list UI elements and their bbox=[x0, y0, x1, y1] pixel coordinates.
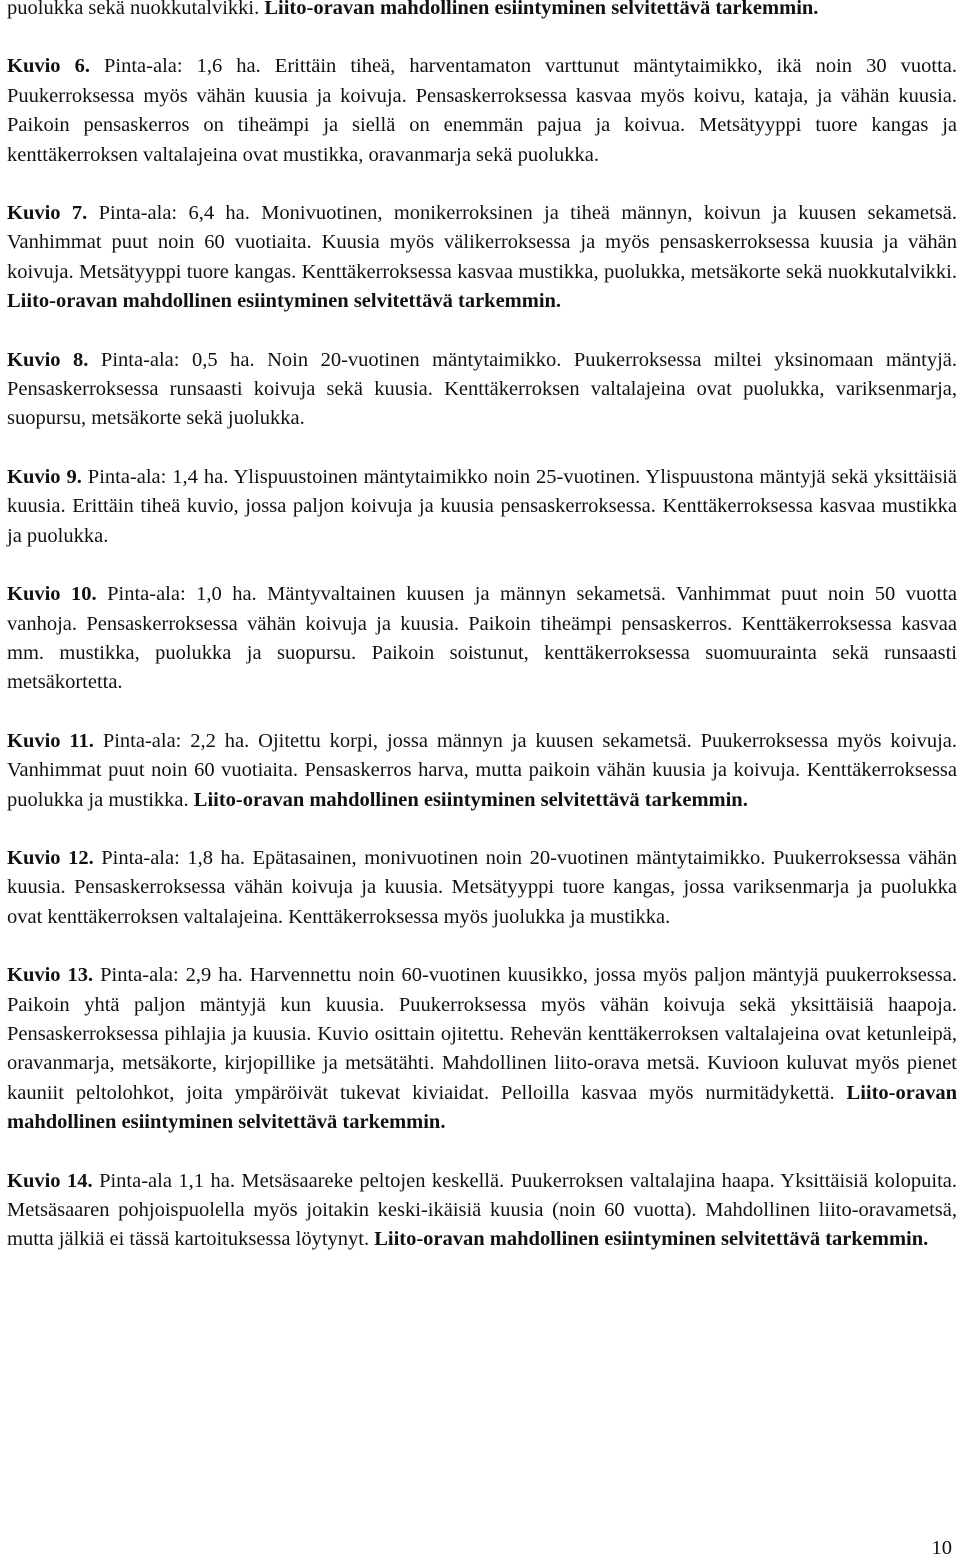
kuvio-bold-note: Liito-oravan mahdollinen esiintyminen selvitettävä tarkemmin. bbox=[7, 1081, 957, 1134]
paragraph-gap bbox=[7, 932, 957, 961]
kuvio-text: Pinta-ala: 2,9 ha. Harvennettu noin 60-vuotinen kuusikko, jossa myös paljon mäntyjä puukerroksessa. Paikoin yhtä paljon mäntyjä kun kuusia. Puukerroksessa myös vähän koivuja sekä yksittäisiä haapoja. Pensaskerroksessa pihlajia ja kuusia. Kuvio osittain ojitettu. Rehevän kenttäkerroksen valtalajeina ovat ketunleipä, oravanmarja, metsäkorte, kirjopillike ja metsätähti. Mahdollinen liito-orava metsä. Kuvioon kuluvat myös pienet kauniit peltolohkot, joita ympäröivät tukevat kiviaidat. Pelloilla kasvaa myös nurmitädykettä. bbox=[7, 964, 957, 1104]
paragraph-gap bbox=[7, 698, 957, 727]
kuvio-paragraph-7 bbox=[7, 199, 957, 317]
kuvio-text: Pinta-ala: 1,8 ha. Epätasainen, monivuotinen noin 20-vuotinen mäntytaimikko. Puukerroksessa vähän kuusia. Pensaskerroksessa vähän koivuja ja kuusia. Metsätyyppi tuore kangas, jossa variksenmarja ja puolukka ovat kenttäkerroksen valtalajeina. Kenttäkerroksessa myös juolukka ja mustikka. bbox=[7, 846, 957, 928]
kuvio-paragraph-14 bbox=[7, 1167, 957, 1255]
paragraph-gap bbox=[7, 23, 957, 52]
kuvio-bold-note: Liito-oravan mahdollinen esiintyminen selvitettävä tarkemmin. bbox=[193, 788, 748, 811]
kuvio-bold-note: Liito-oravan mahdollinen esiintyminen selvitettävä tarkemmin. bbox=[7, 290, 562, 313]
kuvio-label: Kuvio 14. bbox=[7, 1169, 93, 1192]
paragraph-gap bbox=[7, 551, 957, 580]
kuvio-text: Pinta-ala 1,1 ha. Metsäsaareke peltojen keskellä. Puukerroksen valtalajina haapa. Yksittäisiä kolopuita. Metsäsaaren pohjoispuolella myös joitakin keski-ikäisiä kuusia (noin 60 vuotta). Mahdollinen liito-oravametsä, mutta jälkiä ei tässä kartoituksessa löytynyt. bbox=[7, 1169, 957, 1251]
kuvio-paragraph-9 bbox=[7, 463, 957, 551]
kuvio-text: Pinta-ala: 2,2 ha. Ojitettu korpi, jossa männyn ja kuusen sekametsä. Puukerroksessa myös koivuja. Vanhimmat puut noin 60 vuotiaita. Pensaskerros harva, mutta paikoin vähän kuusia ja koivuja. Kenttäkerroksessa puolukka ja mustikka. bbox=[7, 729, 957, 811]
kuvio-paragraph-10 bbox=[7, 580, 957, 698]
kuvio-paragraph-11 bbox=[7, 727, 957, 815]
kuvio-text: Pinta-ala: 6,4 ha. Monivuotinen, monikerroksinen ja tiheä männyn, koivun ja kuusen sekametsä. Vanhimmat puut noin 60 vuotiaita. Kuusia myös välikerroksessa ja myös pensaskerroksessa kuusia ja vähän koivuja. Metsätyyppi tuore kangas. Kenttäkerroksessa kasvaa mustikka, puolukka, metsäkorte sekä nuokkutalvikki. bbox=[7, 202, 957, 283]
paragraph-gap bbox=[7, 1138, 957, 1167]
kuvio-label: Kuvio 6. bbox=[7, 55, 90, 78]
kuvio-label: Kuvio 7. bbox=[7, 202, 88, 225]
intro-text: puolukka sekä nuokkutalvikki. bbox=[7, 0, 265, 19]
paragraph-gap bbox=[7, 170, 957, 199]
intro-paragraph bbox=[7, 0, 957, 23]
kuvio-text: Pinta-ala: 1,0 ha. Mäntyvaltainen kuusen ja männyn sekametsä. Vanhimmat puut noin 50 vuotta vanhoja. Pensaskerroksessa vähän koivuja ja kuusia. Paikoin tiheämpi pensaskerros. Kenttäkerroksessa kasvaa mm. mustikka, puolukka ja suopursu. Paikoin soistunut, kenttäkerroksessa suomuurainta sekä runsaasti metsäkortetta. bbox=[7, 583, 957, 694]
kuvio-label: Kuvio 10. bbox=[7, 583, 97, 606]
intro-bold-note: Liito-oravan mahdollinen esiintyminen selvitettävä tarkemmin. bbox=[264, 0, 819, 19]
kuvio-label: Kuvio 13. bbox=[7, 964, 94, 987]
kuvio-paragraph-12 bbox=[7, 844, 957, 932]
kuvio-paragraph-6 bbox=[7, 52, 957, 170]
kuvio-label: Kuvio 12. bbox=[7, 846, 94, 869]
kuvio-text: Pinta-ala: 0,5 ha. Noin 20-vuotinen mäntytaimikko. Puukerroksessa miltei yksinomaan mäntyjä. Pensaskerroksessa runsaasti koivuja sekä kuusia. Kenttäkerroksen valtalajeina ovat puolukka, variksenmarja, suopursu, metsäkorte sekä juolukka. bbox=[7, 348, 957, 430]
kuvio-label: Kuvio 9. bbox=[7, 465, 82, 488]
kuvio-paragraph-13 bbox=[7, 961, 957, 1137]
kuvio-bold-note: Liito-oravan mahdollinen esiintyminen selvitettävä tarkemmin. bbox=[374, 1228, 929, 1251]
document-page bbox=[7, 0, 957, 1255]
page-number: 10 bbox=[931, 1537, 952, 1559]
paragraph-gap bbox=[7, 434, 957, 463]
kuvio-paragraph-8 bbox=[7, 346, 957, 434]
paragraph-gap bbox=[7, 317, 957, 346]
kuvio-text: Pinta-ala: 1,4 ha. Ylispuustoinen mäntytaimikko noin 25-vuotinen. Ylispuustona mäntyjä sekä yksittäisiä kuusia. Erittäin tiheä kuvio, jossa paljon koivuja ja kuusia pensaskerroksessa. Kenttäkerroksessa kasvaa mustikka ja puolukka. bbox=[7, 465, 957, 547]
paragraph-gap bbox=[7, 815, 957, 844]
kuvio-text: Pinta-ala: 1,6 ha. Erittäin tiheä, harventamaton varttunut mäntytaimikko, ikä noin 30 vuotta. Puukerroksessa myös vähän kuusia ja koivuja. Pensaskerroksessa kasvaa myös koivu, kataja, ja vähän kuusia. Paikoin pensaskerros on tiheämpi ja siellä on enemmän pajua ja koivua. Metsätyyppi tuore kangas ja kenttäkerroksen valtalajeina ovat mustikka, oravanmarja sekä puolukka. bbox=[7, 55, 957, 166]
kuvio-label: Kuvio 11. bbox=[7, 729, 94, 752]
kuvio-label: Kuvio 8. bbox=[7, 348, 89, 371]
